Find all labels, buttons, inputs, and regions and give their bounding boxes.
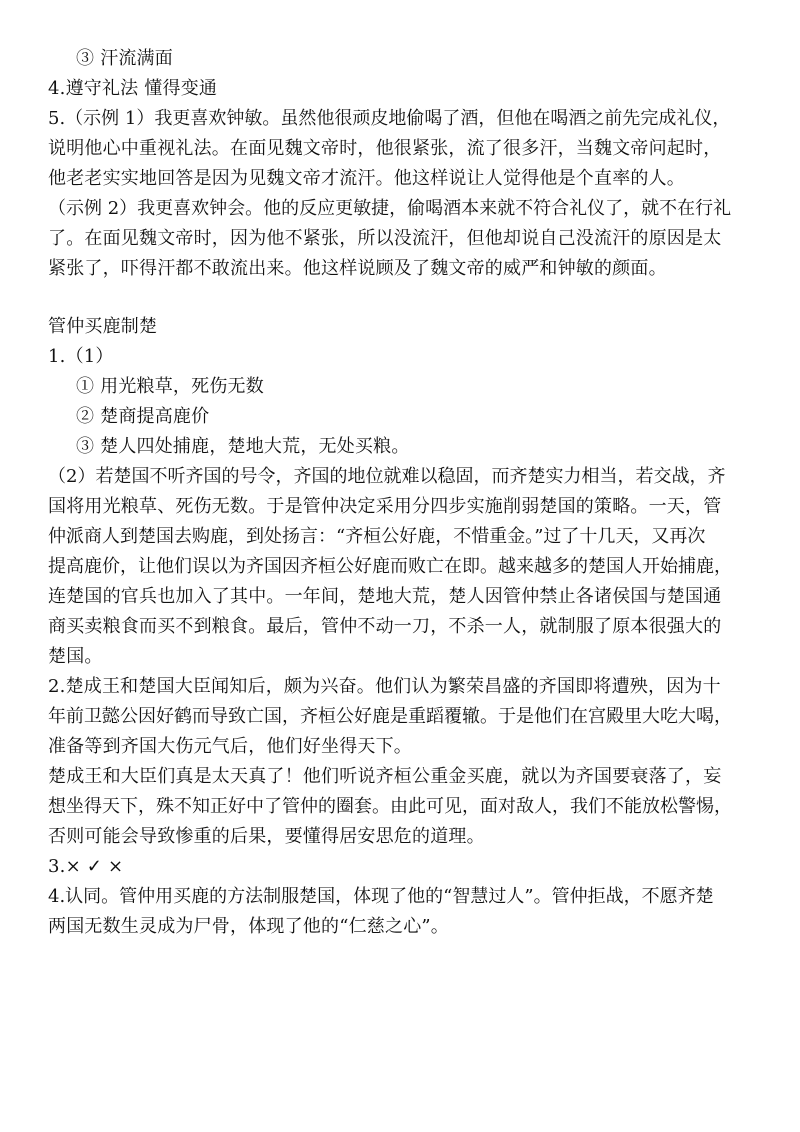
- answer-line: 楚国。: [48, 646, 103, 667]
- answer-line: 年前卫懿公因好鹤而导致亡国，齐桓公好鹿是重蹈覆辙。于是他们在宫殿里大吃大喝，: [48, 706, 732, 727]
- answer-line: 紧张了，吓得汗都不敢流出来。他这样说顾及了魏文帝的威严和钟敏的颜面。: [48, 258, 667, 279]
- answer-line: 商买卖粮食而买不到粮食。最后，管仲不动一刀，不杀一人，就制服了原本很强大的: [48, 616, 722, 637]
- document-page: [48, 44, 768, 942]
- section-gap: [48, 284, 768, 312]
- answer-line: 想坐得天下，殊不知正好中了管仲的圈套。由此可见，面对敌人，我们不能放松警惕，: [48, 796, 732, 817]
- answer-line: 否则可能会导致惨重的后果，要懂得居安思危的道理。: [48, 826, 485, 847]
- answer-line: 他老老实实地回答是因为见魏文帝才流汗。他这样说让人觉得他是个直率的人。: [48, 168, 685, 189]
- answer-line: 连楚国的官兵也加入了其中。一年间，楚地大荒，楚人因管仲禁止各诸侯国与楚国通: [48, 586, 722, 607]
- answer-line: 仲派商人到楚国去购鹿，到处扬言：“齐桓公好鹿，不惜重金。”过了十几天，又再次: [48, 526, 706, 547]
- answer-line: 4.认同。管仲用买鹿的方法制服楚国，体现了他的“智慧过人”。管仲拒战，不愿齐楚: [48, 886, 714, 907]
- answer-line: ① 用光粮草，死伤无数: [76, 376, 264, 397]
- answer-line: 5.（示例 1）我更喜欢钟敏。虽然他很顽皮地偷喝了酒，但他在喝酒之前先完成礼仪，: [48, 108, 731, 129]
- answer-line: 2.楚成王和楚国大臣闻知后，颇为兴奋。他们认为繁荣昌盛的齐国即将遭殃，因为十: [48, 676, 721, 697]
- answer-line: 准备等到齐国大伤元气后，他们好坐得天下。: [48, 736, 412, 757]
- answer-line: 两国无数生灵成为尸骨，体现了他的“仁慈之心”。: [48, 916, 450, 937]
- answer-line: 3.× ✓ ×: [48, 856, 124, 877]
- section-title: 管仲买鹿制楚: [48, 316, 158, 337]
- answer-line: 了。在面见魏文帝时，因为他不紧张，所以没流汗，但他却说自己没流汗的原因是太: [48, 228, 722, 249]
- answer-line: 1.（1）: [48, 346, 114, 367]
- answer-line: 国将用光粮草、死伤无数。于是管仲决定采用分四步实施削弱楚国的策略。一天，管: [48, 496, 722, 517]
- answer-line: （示例 2）我更喜欢钟会。他的反应更敏捷，偷喝酒本来就不符合礼仪了，就不在行礼: [48, 198, 732, 219]
- answer-line: 说明他心中重视礼法。在面见魏文帝时，他很紧张，流了很多汗，当魏文帝问起时，: [48, 138, 722, 159]
- answer-line: ③ 汗流满面: [76, 48, 173, 69]
- answer-line: 4.遵守礼法 懂得变通: [48, 78, 218, 99]
- answer-line: （2）若楚国不听齐国的号令，齐国的地位就难以稳固，而齐楚实力相当，若交战，齐: [48, 466, 726, 487]
- answer-line: ③ 楚人四处捕鹿，楚地大荒，无处买粮。: [76, 436, 410, 457]
- answer-line: ② 楚商提高鹿价: [76, 406, 210, 427]
- answer-line: 提高鹿价，让他们误以为齐国因齐桓公好鹿而败亡在即。越来越多的楚国人开始捕鹿，: [48, 556, 732, 577]
- answer-line: 楚成王和大臣们真是太天真了！他们听说齐桓公重金买鹿，就以为齐国要衰落了，妄: [48, 766, 722, 787]
